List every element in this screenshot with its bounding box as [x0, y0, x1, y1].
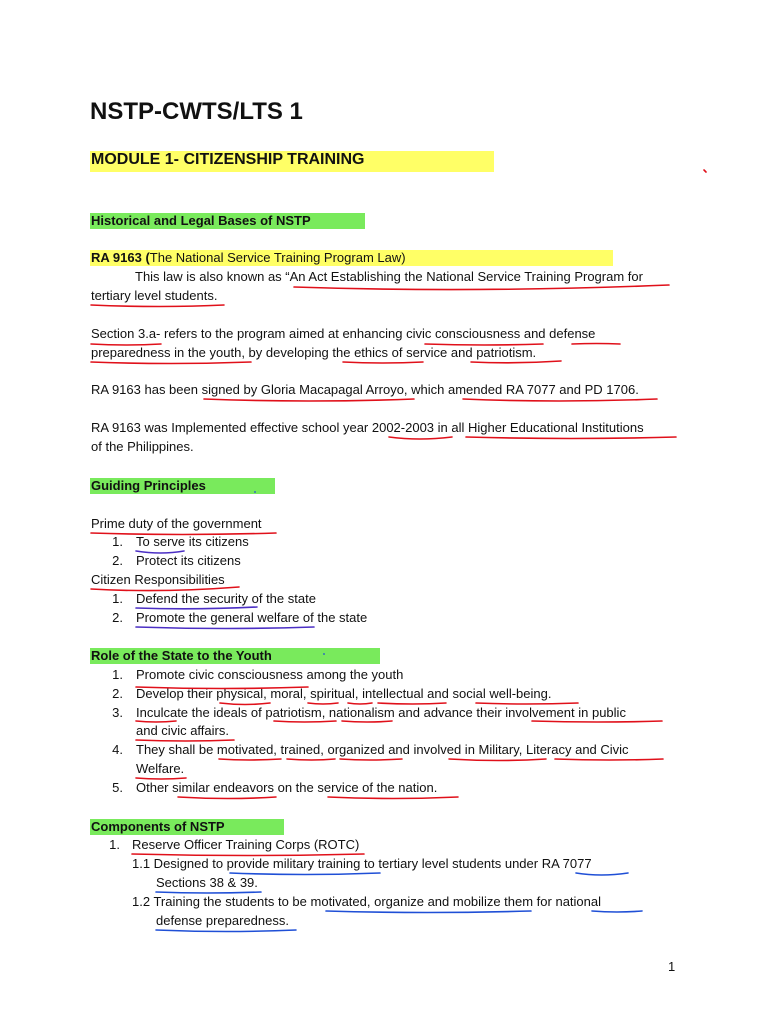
ra-bold: RA 9163 (	[91, 250, 150, 265]
sub-item: 1.2 Training the students to be motivated, organize and mobilize them for national	[132, 894, 602, 909]
list-number: 1.	[112, 667, 123, 682]
list-number: 2.	[112, 686, 123, 701]
paragraph-line: of the Philippines.	[91, 439, 194, 454]
list-item: Develop their physical, moral, spiritual, intellectual and social well-being.	[136, 686, 552, 701]
list-number: 2.	[112, 553, 123, 568]
list-item: Promote civic consciousness among the youth	[136, 667, 404, 682]
section-heading-guiding-principles: Guiding Principles	[91, 478, 206, 493]
page-number: 1	[668, 959, 676, 974]
list-number: 4.	[112, 742, 123, 757]
subheading-prime-duty: Prime duty of the government	[91, 516, 262, 531]
list-item: To serve its citizens	[136, 534, 249, 549]
paragraph-line: RA 9163 was Implemented effective school year 2002-2003 in all Higher Educational Institutions	[91, 420, 644, 435]
list-item: They shall be motivated, trained, organized and involved in Military, Literacy and Civic	[136, 742, 629, 757]
sub-item: 1.1 Designed to provide military training to tertiary level students under RA 7077	[132, 856, 592, 871]
list-item: Promote the general welfare of the state	[136, 610, 368, 625]
sub-item-continued: Sections 38 & 39.	[156, 875, 258, 890]
section-heading-role-of-state: Role of the State to the Youth	[91, 648, 272, 663]
section-heading-components: Components of NSTP	[91, 819, 225, 834]
paragraph-line: preparedness in the youth, by developing the ethics of service and patriotism.	[91, 345, 537, 360]
list-number: 2.	[112, 610, 123, 625]
paragraph-line: RA 9163 has been signed by Gloria Macapagal Arroyo, which amended RA 7077 and PD 1706.	[91, 382, 639, 397]
list-item: Other similar endeavors on the service of the nation.	[136, 780, 438, 795]
list-item: Defend the security of the state	[136, 591, 316, 606]
paragraph-line: tertiary level students.	[91, 288, 218, 303]
ra-rest: The National Service Training Program Law)	[149, 250, 406, 265]
list-item-continued: and civic affairs.	[136, 723, 229, 738]
list-number: 3.	[112, 705, 123, 720]
list-number: 5.	[112, 780, 123, 795]
list-number: 1.	[112, 534, 123, 549]
paragraph-line: This law is also known as “An Act Establishing the National Service Training Program for	[135, 269, 643, 284]
list-item-continued: Welfare.	[136, 761, 185, 776]
list-number: 1.	[112, 591, 123, 606]
section-heading-legal-bases: Historical and Legal Bases of NSTP	[91, 213, 311, 228]
module-heading: MODULE 1- CITIZENSHIP TRAINING	[91, 151, 365, 168]
list-item: Inculcate the ideals of patriotism, nationalism and advance their involvement in public	[136, 705, 626, 720]
list-number: 1.	[109, 837, 120, 852]
list-item: Reserve Officer Training Corps (ROTC)	[132, 837, 360, 852]
ra-line	[91, 248, 406, 267]
document-title: NSTP-CWTS/LTS 1	[90, 98, 303, 125]
sub-item-continued: defense preparedness.	[156, 913, 289, 928]
list-item: Protect its citizens	[136, 553, 241, 568]
subheading-citizen: Citizen Responsibilities	[91, 572, 225, 587]
paragraph-line: Section 3.a- refers to the program aimed at enhancing civic consciousness and defense	[91, 326, 596, 341]
